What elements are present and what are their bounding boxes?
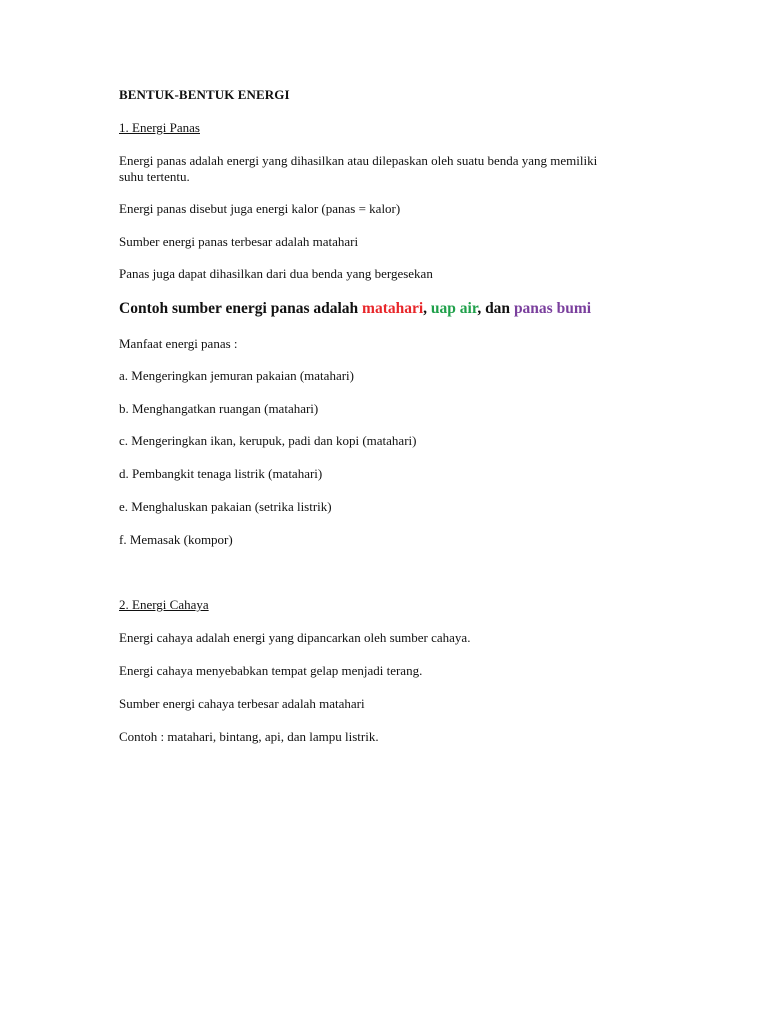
benefit-item: b. Menghangatkan ruangan (matahari) — [119, 401, 319, 416]
section-2-paragraph-4: Contoh : matahari, bintang, api, dan lampu listrik. — [119, 729, 379, 744]
benefits-heading: Manfaat energi panas : — [119, 336, 238, 351]
section-2-paragraph-3: Sumber energi cahaya terbesar adalah matahari — [119, 696, 365, 711]
benefit-item: f. Memasak (kompor) — [119, 532, 233, 547]
example-separator-1: , — [423, 300, 431, 317]
section-1-paragraph-1-line-2: suhu tertentu. — [119, 169, 190, 184]
section-1-paragraph-3: Sumber energi panas terbesar adalah matahari — [119, 234, 359, 249]
benefit-item: d. Pembangkit tenaga listrik (matahari) — [119, 466, 323, 481]
example-item-uap-air: uap air — [430, 300, 478, 317]
section-1-paragraph-4: Panas juga dapat dihasilkan dari dua benda yang bergesekan — [119, 266, 433, 281]
example-prefix: Contoh sumber energi panas adalah — [119, 300, 363, 317]
benefit-item: e. Menghaluskan pakaian (setrika listrik) — [119, 499, 332, 514]
benefit-item: a. Mengeringkan jemuran pakaian (matahari) — [119, 368, 354, 383]
example-item-panas-bumi: panas bumi — [513, 300, 592, 317]
section-2-paragraph-1: Energi cahaya adalah energi yang dipancarkan oleh sumber cahaya. — [119, 630, 471, 645]
section-2-heading: 2. Energi Cahaya — [119, 597, 209, 612]
document-title: BENTUK-BENTUK ENERGI — [119, 87, 290, 102]
section-1-paragraph-2: Energi panas disebut juga energi kalor (panas = kalor) — [119, 201, 401, 216]
section-1-heading: 1. Energi Panas — [119, 120, 200, 135]
example-separator-2: , dan — [477, 300, 514, 317]
example-item-matahari: matahari — [362, 300, 424, 317]
benefit-item: c. Mengeringkan ikan, kerupuk, padi dan kopi (matahari) — [119, 433, 417, 448]
section-2-paragraph-2: Energi cahaya menyebabkan tempat gelap menjadi terang. — [119, 663, 423, 678]
energy-example-line — [119, 299, 591, 319]
section-1-paragraph-1-line-1: Energi panas adalah energi yang dihasilkan atau dilepaskan oleh suatu benda yang memiliki — [119, 153, 598, 168]
